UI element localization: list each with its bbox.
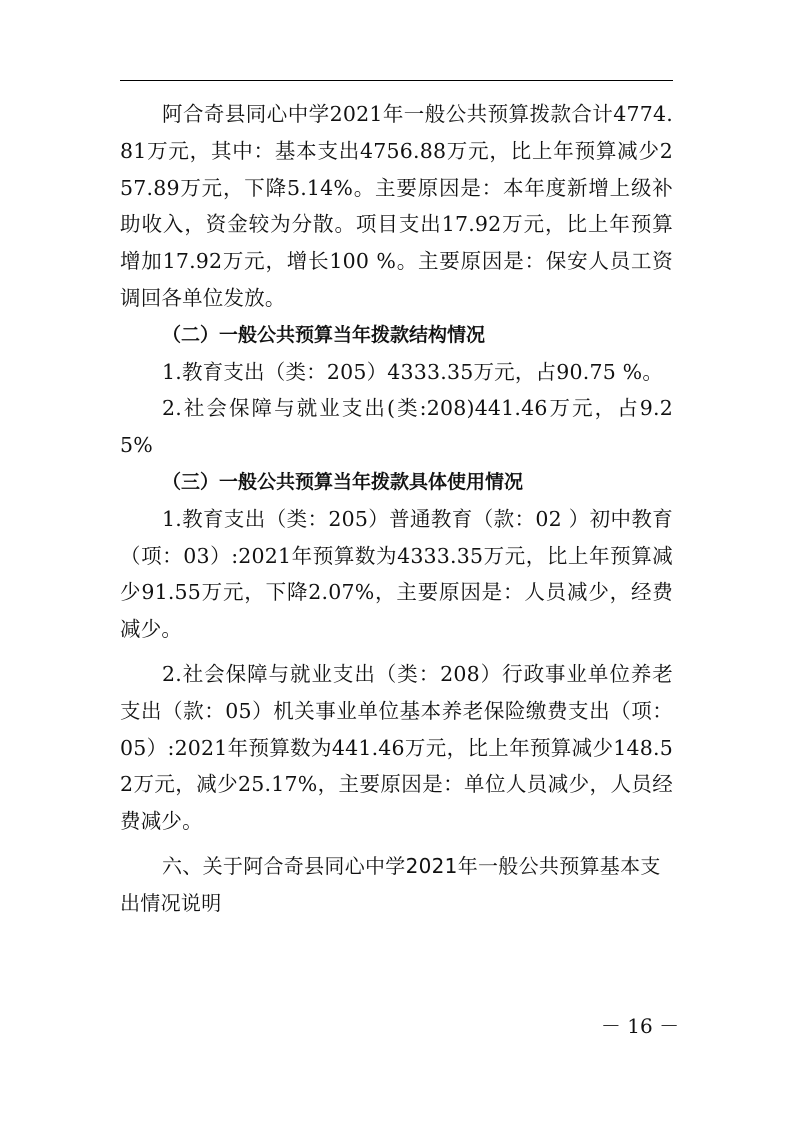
item-social-security-usage: 2.社会保障与就业支出（类：208）行政事业单位养老支出（款：05）机关事业单位基本养老保险缴费支出（项：05）:2021年预算数为441.46万元，比上年预算减少148.52万元，减少25.17%，主要原因是：单位人员减少，人员经费减少。 <box>120 661 673 834</box>
heading-allocation-usage: （三）一般公共预算当年拨款具体使用情况 <box>162 470 524 493</box>
item-education-usage: 1.教育支出（类：205）普通教育（款：02 ）初中教育（项：03）:2021年预算数为4333.35万元，比上年预算减少91.55万元，下降2.07%，主要原因是：人员减少，经费减少。 <box>120 506 673 642</box>
header-rule <box>120 80 673 81</box>
document-body <box>120 96 673 922</box>
heading-allocation-structure: （二）一般公共预算当年拨款结构情况 <box>162 323 486 346</box>
item-social-security-share: 2.社会保障与就业支出(类:208)441.46万元，占9.25% <box>120 396 673 458</box>
paragraph-budget-summary: 阿合奇县同心中学2021年一般公共预算拨款合计4774.81万元，其中：基本支出4756.88万元，比上年预算减少257.89万元，下降5.14%。主要原因是：本年度新增上级补助收入，资金较为分散。项目支出17.92万元，比上年预算增加17.92万元，增长100 %。主要原因是：保安人员工资调回各单位发放。 <box>120 102 673 310</box>
page-number: － 16 － <box>600 1014 680 1038</box>
section-six-heading: 六、关于阿合奇县同心中学2021年一般公共预算基本支出情况说明 <box>120 853 661 915</box>
item-education-share: 1.教育支出（类：205）4333.35万元，占90.75 %。 <box>162 359 664 384</box>
